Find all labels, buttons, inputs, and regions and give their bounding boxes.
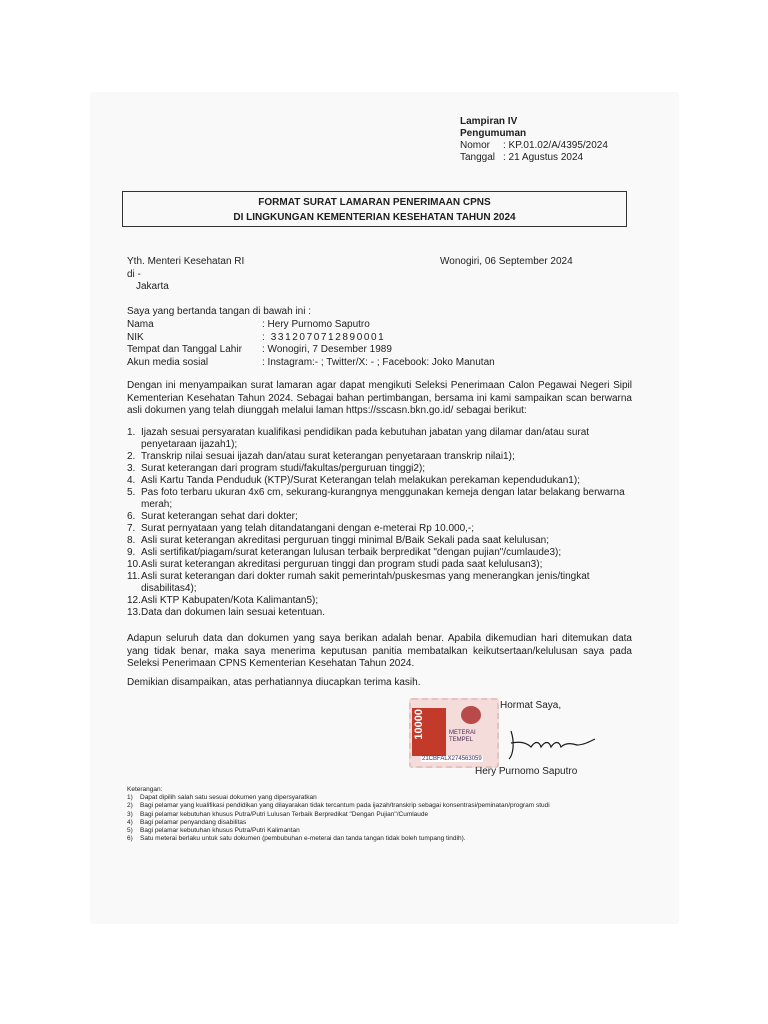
list-item: 2. Transkrip nilai sesuai ijazah dan/atau surat keterangan penyetaraan transkrip nilai1); <box>127 451 515 462</box>
attachment-title: Lampiran IV <box>460 116 518 127</box>
list-item: 7. Surat pernyataan yang telah ditandatangani dengan e-meterai Rp 10.000,-; <box>127 523 475 534</box>
stamp-code: 21CBFALX274563059 <box>422 756 482 762</box>
note-item: 6) Satu meterai berlaku untuk satu dokumen (pembubuhan e-meterai dan tanda tangan tidak boleh tumpang tindih). <box>127 835 466 843</box>
recipient: Yth. Menteri Kesehatan RI di - Jakarta <box>127 256 245 292</box>
attachment-header <box>460 116 608 164</box>
list-item: 5. Pas foto terbaru ukuran 4x6 cm, sekurang-kurangnya menggunakan kemeja dengan latar belakang berwarna merah; <box>127 487 625 510</box>
paragraph-closing: Demikian disampaikan, atas perhatiannya diucapkan terima kasih. <box>127 677 421 688</box>
attachment-subtitle: Pengumuman <box>460 128 527 139</box>
paragraph-declaration: Adapun seluruh data dan dokumen yang saya berikan adalah benar. Apabila dikemudian hari ditemukan data yang tidak benar, maka saya menerima keputusan panitia membatalkan keikutsertaan/kelulusan saya pada Seleksi Penerimaan CPNS Kementerian Kesehatan Tahun 2024. <box>127 633 632 669</box>
letter-page <box>91 93 678 923</box>
document-title-line1: FORMAT SURAT LAMARAN PENERIMAAN CPNS <box>258 197 491 208</box>
document-list <box>127 427 632 619</box>
document-title-box <box>122 191 627 227</box>
note-item: 5) Bagi pelamar kebutuhan khusus Putra/Putri Kalimantan <box>127 827 300 835</box>
list-item: 1. Ijazah sesuai persyaratan kualifikasi pendidikan pada kebutuhan jabatan yang dilamar dan/atau surat penyetaraan ijazah1); <box>127 427 590 450</box>
meterai-stamp <box>409 698 499 768</box>
document-title-line2: DI LINGKUNGAN KEMENTERIAN KESEHATAN TAHUN 2024 <box>233 212 516 223</box>
info-row-birth: Tempat dan Tanggal Lahir : Wonogiri, 7 Desember 1989 <box>127 344 392 355</box>
list-item: 9. Asli sertifikat/piagam/surat keterangan lulusan terbaik berpredikat "dengan pujian"/cumlaude3); <box>127 547 562 558</box>
list-item: 4. Asli Kartu Tanda Penduduk (KTP)/Surat Keterangan telah melakukan perekaman kependudukan1); <box>127 475 580 486</box>
notes-heading: Keterangan: <box>127 786 163 793</box>
intro-text: Saya yang bertanda tangan di bawah ini : <box>127 306 312 317</box>
stamp-label: METERAI TEMPEL <box>449 730 476 743</box>
closing-greeting: Hormat Saya, <box>500 700 562 711</box>
attachment-number: Nomor : KP.01.02/A/4395/2024 <box>460 140 608 151</box>
notes <box>127 786 632 843</box>
attachment-date: Tanggal : 21 Agustus 2024 <box>460 152 584 163</box>
note-item: 2) Bagi pelamar yang kualifikasi pendidikan yang dilayarakan tidak tercantum pada ijazah/transkrip sebagai konsentrasi/peminatan/program studi <box>127 802 550 810</box>
applicant-info <box>127 319 495 369</box>
paragraph-submission: Dengan ini menyampaikan surat lamaran agar dapat mengikuti Seleksi Penerimaan Calon Pegawai Negeri Sipil Kementerian Kesehatan Tahun 2024. Sebagai bahan pertimbangan, bersama ini kami sampaikan scan berwarna asli dokumen yang telah diunggah melalui laman https://sscasn.bkn.go.id/ sebagai berikut: <box>127 380 632 416</box>
list-item: 12. Asli KTP Kabupaten/Kota Kalimantan5); <box>127 595 319 606</box>
list-item: 6. Surat keterangan sehat dari dokter; <box>127 511 298 522</box>
info-row-name: Nama : Hery Purnomo Saputro <box>127 319 370 330</box>
signer-name: Hery Purnomo Saputro <box>475 766 578 777</box>
note-item: 4) Bagi pelamar penyandang disabilitas <box>127 818 247 826</box>
garuda-emblem-icon <box>461 706 481 724</box>
stamp-value: 10000 <box>413 709 425 740</box>
list-item: 3. Surat keterangan dari program studi/fakultas/perguruan tinggi2); <box>127 463 426 474</box>
list-item: 10. Asli surat keterangan akreditasi perguruan tinggi dan program studi pada saat kelulusan3); <box>127 559 543 570</box>
list-item: 11. Asli surat keterangan dari dokter rumah sakit pemerintah/puskesmas yang menerangkan jenis/tingkat disabilitas4); <box>127 571 590 594</box>
info-row-nik: NIK : 3312070712890001 <box>127 331 386 343</box>
signature <box>491 721 601 761</box>
list-item: 8. Asli surat keterangan akreditasi perguruan tinggi minimal B/Baik Sekali pada saat kelulusan; <box>127 535 550 546</box>
note-item: 3) Bagi pelamar kebutuhan khusus Putra/Putri Lulusan Terbaik Berpredikat "Dengan Pujian"/Cumlaude <box>127 810 429 818</box>
note-item: 1) Dapat dipilih salah satu sesuai dokumen yang dipersyaratkan <box>127 794 317 802</box>
place-date: Wonogiri, 06 September 2024 <box>440 256 573 267</box>
info-row-social: Akun media sosial : Instagram:- ; Twitter/X: - ; Facebook: Joko Manutan <box>127 356 495 368</box>
list-item: 13. Data dan dokumen lain sesuai ketentuan. <box>127 607 326 618</box>
